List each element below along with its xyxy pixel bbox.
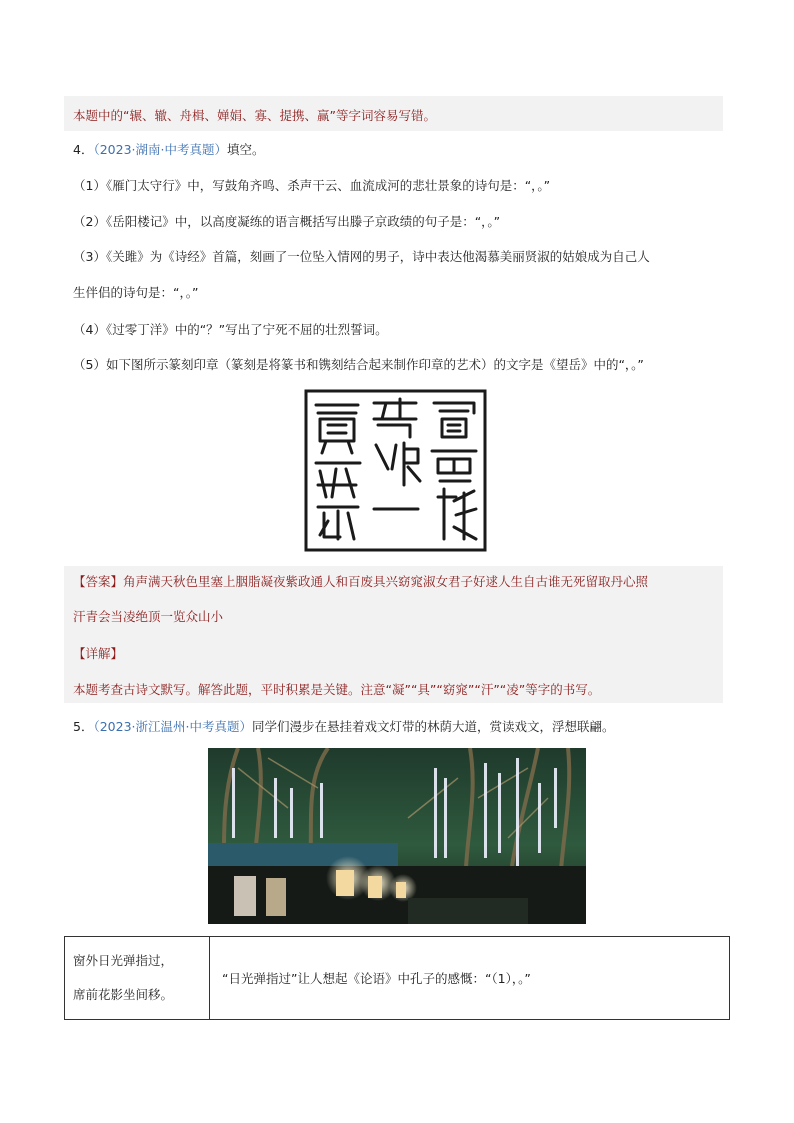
q5-source: 2023·浙江温州·中考真题 <box>99 719 240 734</box>
q5-prompt: 同学们漫步在悬挂着戏文灯带的林荫大道，赏读戏文，浮想联翩。 <box>252 719 615 734</box>
q4-item-5: （5）如下图所示篆刻印章（篆刻是将篆书和镌刻结合起来制作印章的艺术）的文字是《望岳》中的“，。” <box>73 357 644 372</box>
q5-number: 5． <box>73 719 94 734</box>
detail-label: 【详解】 <box>73 646 124 661</box>
poem-line-1: 窗外日光弹指过， <box>73 953 174 968</box>
question-text: “日光弹指过”让人想起《论语》中孔子的感慨：“（1），。” <box>222 971 531 986</box>
question-cell <box>210 937 730 1020</box>
q4-prompt: 填空。 <box>227 142 265 157</box>
q4-item-4: （4）《过零丁洋》中的“？”写出了宁死不屈的壮烈誓词。 <box>73 322 388 337</box>
night-avenue-photo <box>208 748 586 924</box>
q5-header: 5．（2023·浙江温州·中考真题）同学们漫步在悬挂着戏文灯带的林荫大道，赏读戏文，浮想联翩。 <box>73 719 615 734</box>
q4-item-2: （2）《岳阳楼记》中，以高度凝练的语言概括写出滕子京政绩的句子是：“，。” <box>73 214 501 229</box>
poem-table <box>64 936 730 1020</box>
answer-line-2: 汗青会当凌绝顶一览众山小 <box>73 609 224 624</box>
answer-line-1: 【答案】角声满天秋色里塞上胭脂凝夜紫政通人和百废具兴窈窕淑女君子好逑人生自古谁无死留取丹心照 <box>73 574 649 589</box>
q4-header: 4．（2023·湖南·中考真题）填空。 <box>73 142 265 157</box>
seal-stamp-image <box>304 389 487 552</box>
q4-item-3-cont: 生伴侣的诗句是：“，。” <box>73 285 199 300</box>
poem-line-2: 席前花影坐间移。 <box>73 987 174 1002</box>
q4-item-3: （3）《关雎》为《诗经》首篇，刻画了一位坠入情网的男子，诗中表达他渴慕美丽贤淑的姑娘成为自己人 <box>73 249 650 264</box>
q4-item-1: （1）《雁门太守行》中，写鼓角齐鸣、杀声干云、血流成河的悲壮景象的诗句是：“，。” <box>73 178 551 193</box>
poem-cell <box>65 937 210 1020</box>
q4-source: 2023·湖南·中考真题 <box>99 142 215 157</box>
detail-text: 本题考查古诗文默写。解答此题，平时积累是关键。注意“凝”“具”“窈窕”“汗”“凌”等字的书写。 <box>73 682 601 697</box>
q4-number: 4． <box>73 142 94 157</box>
note-top: 本题中的“辗、辙、舟楫、婵娟、寡、提携、赢”等字词容易写错。 <box>73 108 436 123</box>
